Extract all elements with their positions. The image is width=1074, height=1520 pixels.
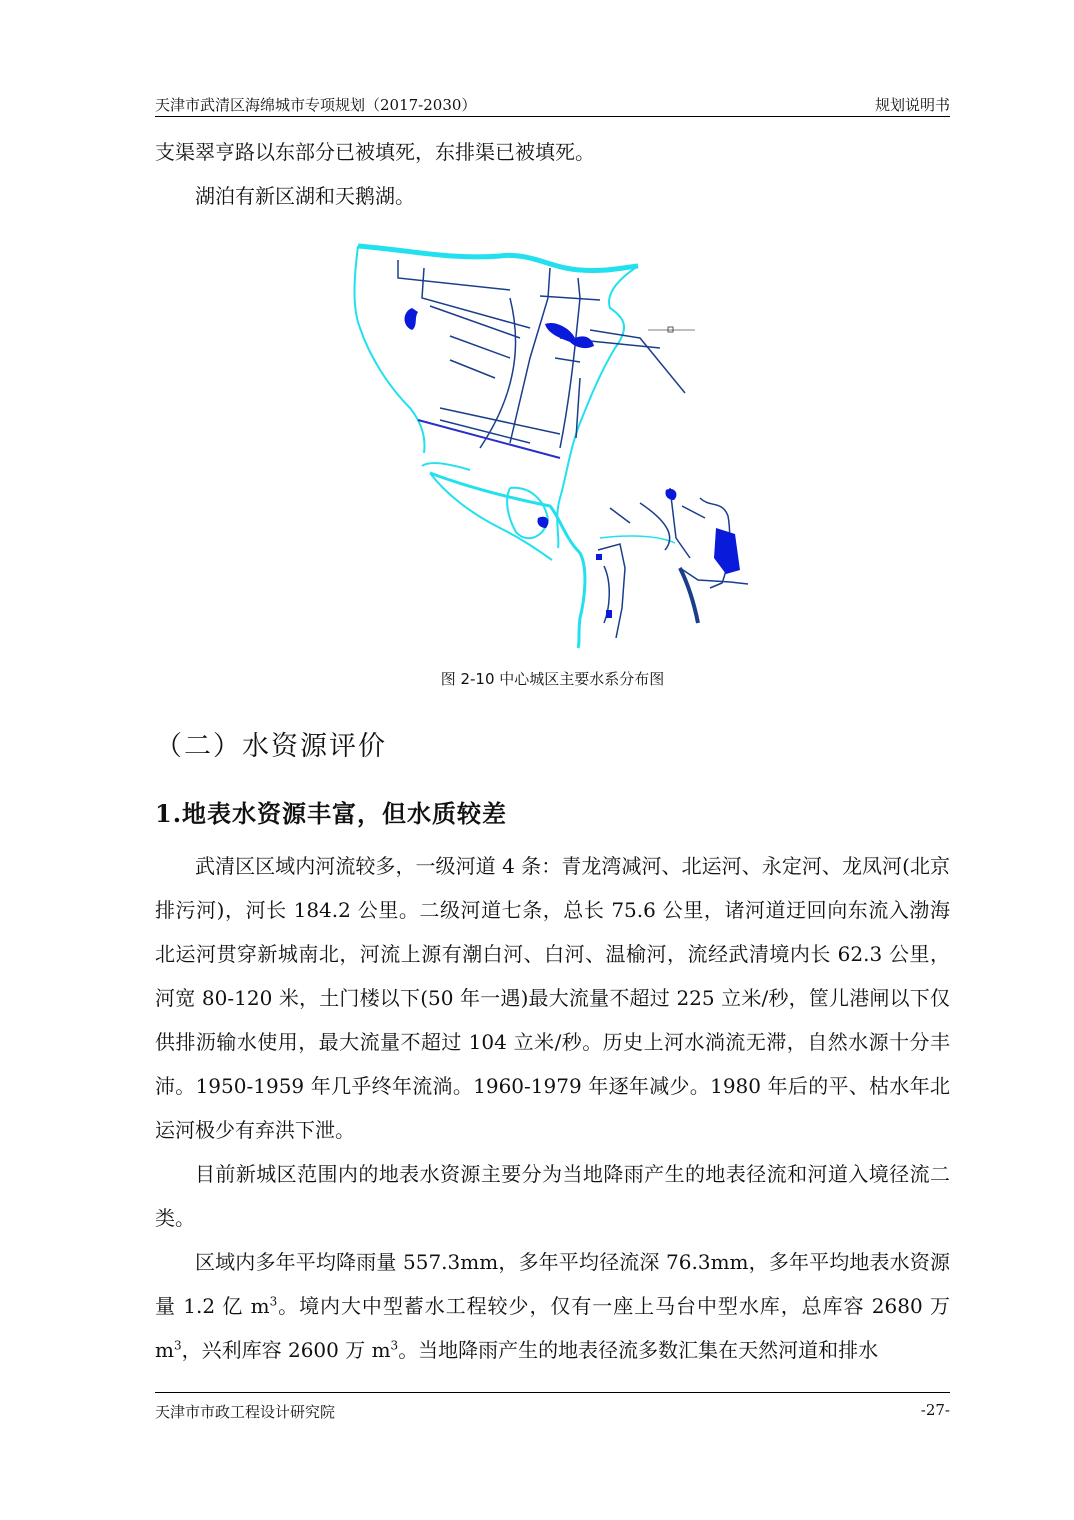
footer-institute: 天津市市政工程设计研究院 — [155, 1403, 336, 1421]
river-north — [358, 246, 638, 271]
main-channel-dark — [418, 420, 560, 458]
page-footer — [155, 1392, 950, 1419]
sup-3: 3 — [390, 1338, 399, 1353]
p3-part-b: 。境内大中型蓄水工程较少，仅有一座上马台中型水库，总库容 2680 万 m — [155, 1294, 950, 1362]
lake-small-1 — [665, 489, 676, 500]
channel-dark-lower — [680, 568, 698, 623]
body-text — [155, 844, 950, 1372]
header-section: 规划说明书 — [874, 96, 950, 114]
page-header — [155, 92, 950, 117]
sup-1: 3 — [269, 1294, 278, 1309]
p3-part-d: 。当地降雨产生的地表径流多数汇集在天然河道和排水 — [398, 1338, 879, 1362]
river-east — [557, 266, 638, 548]
lake-small-2 — [537, 517, 548, 528]
channel-grid — [398, 260, 748, 638]
subsection-heading: 1.地表水资源丰富，但水质较差 — [155, 799, 508, 828]
river-southwest — [430, 473, 552, 560]
river-right-cyan — [600, 536, 675, 543]
river-west — [355, 246, 425, 453]
sup-2: 3 — [173, 1338, 182, 1353]
paragraph-2: 目前新城区范围内的地表水资源主要分为当地降雨产生的地表径流和河道入境径流二类。 — [155, 1162, 950, 1230]
paragraph-1: 武清区区域内河流较多，一级河道 4 条：青龙湾减河、北运河、永定河、龙凤河(北京排污河)，河长 184.2 公里。二级河道七条，总长 75.6 公里，诸河道迂回向东流入渤海北运河贯穿新城南北，河流上源有潮白河、白河、温榆河，流经武清境内长 62.3 公里，河宽 80-120 米，土门楼以下(50 年一遇)最大流量不超过 225 立米/秒，筐儿港闸以下仅供排沥输水使用，最大流量不超过 104 立米/秒。历史上河水淌流无滞，自然水源十分丰沛。1950-1959 年几乎终年流淌。1960-1979 年逐年减少。1980 年后的平、枯水年北运河极少有弃洪下泄。 — [155, 854, 950, 1142]
intro-line-1: 支渠翠亨路以东部分已被填死，东排渠已被填死。 — [155, 140, 595, 164]
lake-west — [405, 308, 419, 330]
lake-swan — [714, 528, 740, 574]
paragraph-3 — [155, 1240, 950, 1372]
header-title: 天津市武清区海绵城市专项规划（2017-2030） — [155, 96, 477, 114]
map-marker — [668, 327, 673, 332]
intro-text — [155, 130, 950, 218]
river-loop — [507, 488, 548, 538]
river-canal — [422, 463, 470, 470]
map-svg — [330, 238, 770, 658]
lake-small-4 — [596, 554, 602, 560]
p3-part-c: ，兴利库容 2600 万 m — [181, 1338, 391, 1362]
intro-line-2: 湖泊有新区湖和天鹅湖。 — [195, 184, 415, 208]
lake-new-district — [545, 323, 594, 348]
page-number: -27- — [920, 1401, 950, 1419]
section-heading: （二）水资源评价 — [155, 731, 387, 762]
p3-part-a: 区域内多年平均降雨量 557.3mm，多年平均径流深 76.3mm，多年平均地表水资源量 1.2 亿 m — [155, 1250, 950, 1318]
water-system-map — [330, 238, 770, 658]
lake-small-3 — [606, 610, 612, 618]
figure-caption: 图 2-10 中心城区主要水系分布图 — [440, 670, 665, 688]
